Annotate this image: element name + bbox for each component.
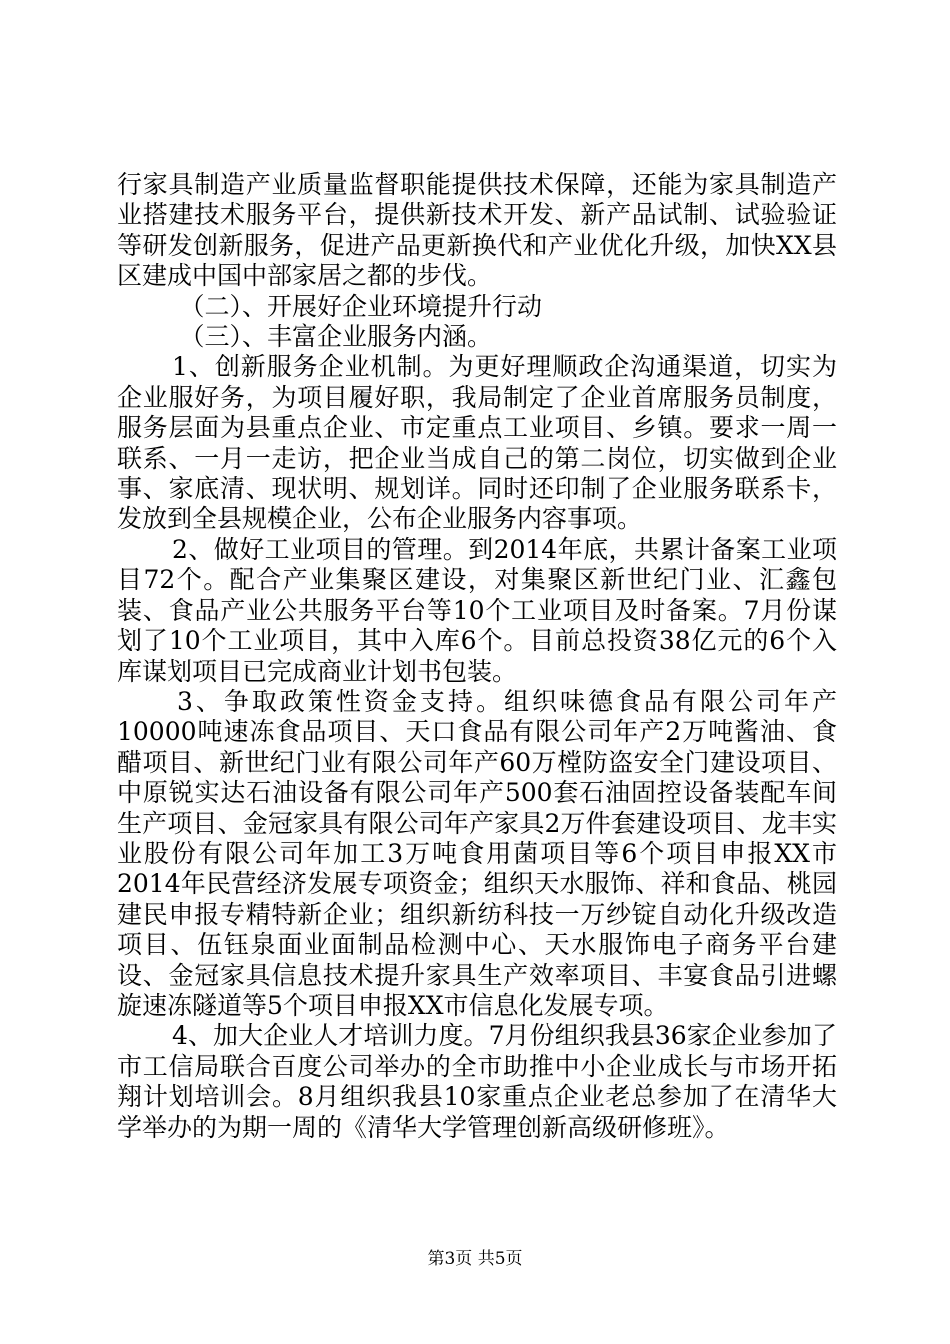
page-number: 第3页 共5页	[427, 1249, 523, 1269]
document-body	[117, 170, 837, 1143]
paragraph-item-2: 2、做好工业项目的管理。到2014年底，共累计备案工业项目72个。配合产业集聚区建设，对集聚区新世纪门业、汇鑫包装、食品产业公共服务平台等10个工业项目及时备案。7月份谋划了10个工业项目，其中入库6个。目前总投资38亿元的6个入库谋划项目已完成商业计划书包装。	[117, 534, 837, 686]
paragraph-item-4: 4、加大企业人才培训力度。7月份组织我县36家企业参加了市工信局联合百度公司举办的全市助推中小企业成长与市场开拓翔计划培训会。8月组织我县10家重点企业老总参加了在清华大学举办的为期一周的《清华大学管理创新高级研修班》。	[117, 1021, 837, 1142]
paragraph-item-1: 1、创新服务企业机制。为更好理顺政企沟通渠道，切实为企业服好务，为项目履好职，我局制定了企业首席服务员制度，服务层面为县重点企业、市定重点工业项目、乡镇。要求一周一联系、一月一走访，把企业当成自己的第二岗位，切实做到企业事、家底清、现状明、规划详。同时还印制了企业服务联系卡，发放到全县规模企业，公布企业服务内容事项。	[117, 352, 837, 534]
paragraph-item-3: 3、争取政策性资金支持。组织味德食品有限公司年产10000吨速冻食品项目、天口食品有限公司年产2万吨酱油、食醋项目、新世纪门业有限公司年产60万樘防盗安全门建设项目、中原锐实达石油设备有限公司年产500套石油固控设备装配车间生产项目、金冠家具有限公司年产家具2万件套建设项目、龙丰实业股份有限公司年加工3万吨食用菌项目等6个项目申报XX市2014年民营经济发展专项资金；组织天水服饰、祥和食品、桃园建民申报专精特新企业；组织新纺科技一万纱锭自动化升级改造项目、伍钰泉面业面制品检测中心、天水服饰电子商务平台建设、金冠家具信息技术提升家具生产效率项目、丰宴食品引进螺旋速冻隧道等5个项目申报XX市信息化发展专项。	[117, 686, 837, 1020]
section-heading-3: （三）、丰富企业服务内涵。	[179, 322, 493, 352]
page-footer	[0, 1244, 950, 1269]
section-heading-2: （二）、开展好企业环境提升行动	[179, 291, 543, 321]
paragraph-continuation: 行家具制造产业质量监督职能提供技术保障，还能为家具制造产业搭建技术服务平台，提供新技术开发、新产品试制、试验验证等研发创新服务，促进产品更新换代和产业优化升级，加快XX县区建成中国中部家居之都的步伐。	[117, 170, 837, 291]
